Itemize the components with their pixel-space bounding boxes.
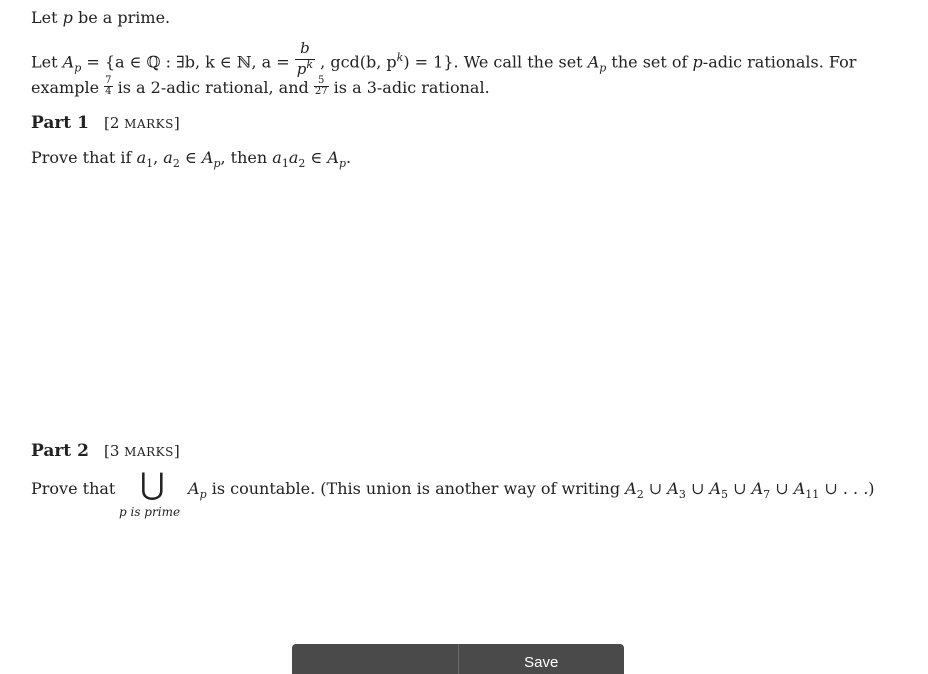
set-sub: p xyxy=(338,157,346,171)
union-operator: ∪ xyxy=(643,479,668,498)
set-A: A xyxy=(327,148,339,167)
var-p: p xyxy=(62,8,73,27)
frac-den: 4 xyxy=(105,86,112,97)
prove-text: Prove that xyxy=(31,479,116,498)
part1-heading xyxy=(31,113,180,134)
set-A: A xyxy=(709,479,721,498)
intro-line xyxy=(31,8,170,28)
frac-exp: k xyxy=(306,58,314,71)
set-sub: p xyxy=(213,157,221,171)
frac-num: b xyxy=(300,39,310,57)
in-symbol: ∈ xyxy=(310,148,323,167)
period: . xyxy=(346,148,352,167)
sub-1: 1 xyxy=(281,157,289,171)
intro-text: Let xyxy=(31,8,58,27)
set-sub: p xyxy=(74,61,82,75)
union-index-text: p is prime xyxy=(119,505,181,519)
then-text: , then xyxy=(220,148,268,167)
part2-marks xyxy=(104,442,180,460)
set-index: 3 xyxy=(678,488,686,502)
bottom-toolbar xyxy=(292,644,624,674)
var-a: a xyxy=(288,148,299,167)
part1-marks xyxy=(104,114,180,132)
var-a: a xyxy=(136,148,147,167)
frac-num: 5 xyxy=(318,75,325,86)
gcd-exp: k xyxy=(396,51,404,65)
part2-heading xyxy=(31,441,180,462)
union-operator: ∪ xyxy=(728,479,752,498)
example-lead: example xyxy=(31,78,100,97)
toolbar-left-button[interactable] xyxy=(292,644,459,674)
definition-lead: Let xyxy=(31,52,58,72)
definition-tail: -adic rationals. For xyxy=(702,52,857,72)
gcd-close: ) = 1}. We call the set xyxy=(403,52,583,72)
union-tail: ∪ . . .) xyxy=(819,479,875,498)
marks-open: [2 xyxy=(104,114,125,132)
prove-text: Prove that if xyxy=(31,148,132,167)
sub-2: 2 xyxy=(298,157,306,171)
var-a: a xyxy=(272,148,282,167)
union-index xyxy=(119,505,180,519)
part1-statement xyxy=(31,148,352,171)
gcd-text: , gcd(b, p xyxy=(320,52,397,72)
set-A: A xyxy=(188,479,200,498)
example-text: is a 3-adic rational. xyxy=(333,78,490,97)
sub-2: 2 xyxy=(172,157,180,171)
set-A: A xyxy=(587,52,600,72)
set-sub: p xyxy=(599,61,607,75)
frac-den: 27 xyxy=(314,86,328,97)
frac-num: 7 xyxy=(105,75,112,86)
union-operator: ∪ xyxy=(770,479,794,498)
set-builder-open: = {a ∈ ℚ : ∃b, k ∈ ℕ, a = xyxy=(86,52,290,72)
fraction-5-27 xyxy=(314,76,329,97)
union-operator: ∪ xyxy=(685,479,710,498)
part2-title: Part 2 xyxy=(31,441,89,461)
var-a: a xyxy=(163,148,173,167)
set-A: A xyxy=(667,479,679,498)
set-A: A xyxy=(751,479,764,498)
set-index: 11 xyxy=(805,488,820,502)
marks-close: ] xyxy=(173,114,180,132)
frac-den: p xyxy=(296,60,307,78)
set-A: A xyxy=(625,479,637,498)
part2-statement-tail xyxy=(188,479,875,502)
save-button[interactable]: Save xyxy=(524,654,559,671)
set-index: 2 xyxy=(636,488,644,502)
intro-text: be a prime. xyxy=(77,8,171,27)
big-union-symbol: ⋃ xyxy=(140,467,165,502)
marks-close: ] xyxy=(173,442,180,460)
set-index: 5 xyxy=(721,488,728,502)
example-line xyxy=(31,75,490,99)
set-A: A xyxy=(201,148,214,167)
var-p: p xyxy=(692,52,703,72)
union-expression xyxy=(625,479,875,502)
example-text: is a 2-adic rational, and xyxy=(117,78,309,97)
part2-statement xyxy=(31,479,115,499)
comma: , xyxy=(153,148,159,167)
in-symbol: ∈ xyxy=(184,148,197,167)
marks-word: MARKS xyxy=(124,117,174,131)
set-A: A xyxy=(793,479,806,498)
fraction-b-over-pk xyxy=(295,41,315,77)
definition-tail: the set of xyxy=(611,52,688,72)
part1-title: Part 1 xyxy=(31,113,89,133)
fraction-7-4 xyxy=(104,76,112,97)
set-index: 7 xyxy=(763,488,771,502)
marks-word: MARKS xyxy=(124,445,174,459)
definition-line xyxy=(31,39,857,81)
marks-open: [3 xyxy=(104,442,125,460)
sub-1: 1 xyxy=(146,157,154,171)
set-A: A xyxy=(62,52,75,72)
set-sub: p xyxy=(199,488,207,502)
countable-text: is countable. (This union is another way of writing xyxy=(211,479,621,498)
